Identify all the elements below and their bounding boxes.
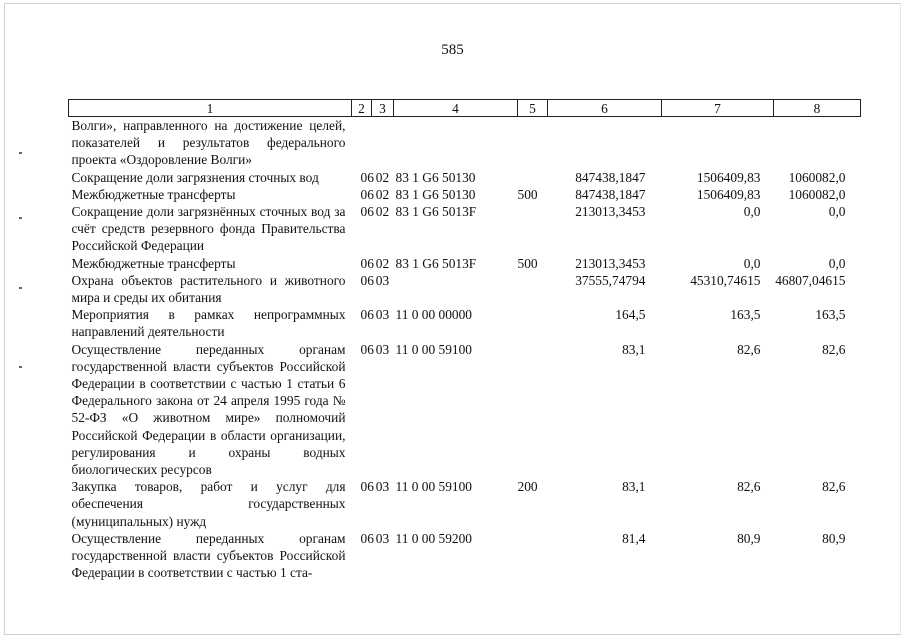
cell-target-article: 11 0 00 00000 — [395, 307, 472, 323]
cell-amount-col8: 82,6 — [822, 341, 846, 357]
cell-section: 06 — [360, 186, 374, 202]
table-row — [69, 117, 861, 169]
scan-mark — [19, 217, 22, 219]
header-col-7: 7 — [662, 100, 774, 117]
cell-expense-type: 200 — [517, 479, 538, 495]
cell-target-article: 11 0 00 59200 — [395, 530, 472, 546]
cell-name: Сокращение доли загрязнённых сточных вод за счёт средств резервного фонда Правительства Российской Федерации — [71, 204, 346, 254]
cell-target-article: 83 1 G6 50130 — [395, 186, 476, 202]
cell-target-article — [394, 272, 518, 306]
cell-expense-type — [518, 169, 548, 186]
table-row — [69, 341, 861, 479]
cell-amount-col8: 1060082,0 — [788, 186, 846, 202]
cell-amount-col7: 163,5 — [730, 307, 761, 323]
cell-subsection: 03 — [375, 272, 390, 288]
cell-name: Сокращение доли загрязнения сточных вод — [71, 169, 319, 185]
table-row — [69, 530, 861, 582]
cell-expense-type — [518, 341, 548, 479]
cell-expense-type — [518, 117, 548, 169]
cell-subsection: 03 — [375, 307, 390, 323]
cell-name: Охрана объектов растительного и животного мира и среды их обитания — [71, 272, 346, 306]
cell-section: 06 — [360, 204, 374, 220]
cell-name: Закупка товаров, работ и услуг для обеспечения государственных (муниципальных) нужд — [71, 479, 346, 529]
header-col-8: 8 — [774, 100, 861, 117]
header-col-4: 4 — [394, 100, 518, 117]
budget-table — [68, 99, 861, 581]
header-col-5: 5 — [518, 100, 548, 117]
cell-amount-col6: 81,4 — [622, 530, 646, 546]
cell-name: Межбюджетные трансферты — [71, 186, 236, 202]
cell-amount-col6: 213013,3453 — [575, 204, 646, 220]
cell-subsection: 02 — [375, 169, 390, 185]
table-row — [69, 255, 861, 272]
header-row — [69, 100, 861, 117]
cell-target-article: 83 1 G6 5013F — [395, 204, 477, 220]
table-header — [69, 100, 861, 117]
cell-section: 06 — [360, 307, 374, 323]
cell-section: 06 — [360, 272, 374, 288]
cell-section — [352, 117, 372, 169]
cell-amount-col6: 164,5 — [615, 307, 646, 323]
cell-amount-col6 — [548, 117, 662, 169]
cell-amount-col6: 847438,1847 — [575, 169, 646, 185]
table-row — [69, 203, 861, 255]
cell-expense-type — [518, 203, 548, 255]
header-col-6: 6 — [548, 100, 662, 117]
cell-amount-col8: 0,0 — [828, 255, 846, 271]
cell-name: Мероприятия в рамках непрограммных направлений деятельности — [71, 307, 346, 340]
cell-name: Осуществление переданных органам государственной власти субъектов Российской Федерации в соответствии с частью 1 ста- — [71, 530, 346, 581]
cell-subsection: 03 — [375, 530, 390, 546]
cell-target-article: 11 0 00 59100 — [395, 341, 472, 357]
cell-amount-col8: 82,6 — [822, 479, 846, 495]
cell-amount-col8: 46807,04615 — [775, 272, 846, 288]
cell-name: Межбюджетные трансферты — [71, 255, 236, 271]
header-col-1: 1 — [69, 100, 352, 117]
cell-amount-col7: 1506409,83 — [696, 169, 761, 185]
scan-mark — [19, 287, 22, 289]
cell-amount-col8: 163,5 — [815, 307, 846, 323]
cell-amount-col7: 80,9 — [737, 530, 761, 546]
cell-section: 06 — [360, 341, 374, 357]
cell-amount-col8: 80,9 — [822, 530, 846, 546]
cell-amount-col6: 83,1 — [622, 479, 646, 495]
cell-subsection: 02 — [375, 204, 390, 220]
document-page — [4, 3, 901, 635]
cell-expense-type — [518, 306, 548, 340]
scan-mark — [19, 366, 22, 368]
cell-target-article: 83 1 G6 50130 — [395, 169, 476, 185]
scan-mark — [19, 152, 22, 154]
cell-target-article: 83 1 G6 5013F — [395, 255, 477, 271]
cell-amount-col7: 1506409,83 — [696, 186, 761, 202]
cell-target-article: 11 0 00 59100 — [395, 479, 472, 495]
cell-section: 06 — [360, 169, 374, 185]
cell-amount-col7: 0,0 — [743, 204, 761, 220]
cell-section: 06 — [360, 255, 374, 271]
header-col-2: 2 — [352, 100, 372, 117]
cell-subsection: 03 — [375, 479, 390, 495]
table-row — [69, 186, 861, 203]
cell-name: Волги», направленного на достижение целей, показателей и результатов федерального проекта «Оздоровление Волги» — [71, 118, 346, 168]
cell-amount-col7: 82,6 — [737, 479, 761, 495]
cell-amount-col8: 0,0 — [828, 204, 846, 220]
cell-expense-type — [518, 272, 548, 306]
cell-subsection — [372, 117, 394, 169]
page-number: 585 — [441, 42, 464, 58]
cell-amount-col7: 45310,74615 — [690, 272, 761, 288]
table-row — [69, 306, 861, 340]
cell-subsection: 03 — [375, 341, 390, 357]
cell-amount-col7: 82,6 — [737, 341, 761, 357]
table-row — [69, 169, 861, 186]
table-row — [69, 272, 861, 306]
cell-expense-type: 500 — [517, 255, 538, 271]
cell-amount-col6: 37555,74794 — [575, 272, 646, 288]
cell-section: 06 — [360, 479, 374, 495]
cell-expense-type: 500 — [517, 186, 538, 202]
table-row — [69, 478, 861, 530]
cell-amount-col6: 213013,3453 — [575, 255, 646, 271]
cell-subsection: 02 — [375, 255, 390, 271]
cell-name: Осуществление переданных органам государственной власти субъектов Российской Федерации в соответствии с частью 1 статьи 6 Федерального закона от 24 апреля 1995 года № 52-ФЗ «О животном мире» полномочий Российской Федерации в области организации, регулирования и охраны водных биологических ресурсов — [71, 341, 346, 478]
cell-subsection: 02 — [375, 186, 390, 202]
cell-amount-col7 — [662, 117, 774, 169]
table-body — [69, 117, 861, 582]
cell-target-article — [394, 117, 518, 169]
cell-amount-col8: 1060082,0 — [788, 169, 846, 185]
cell-amount-col8 — [774, 117, 861, 169]
cell-expense-type — [518, 530, 548, 582]
header-col-3: 3 — [372, 100, 394, 117]
cell-section: 06 — [360, 530, 374, 546]
cell-amount-col6: 83,1 — [622, 341, 646, 357]
cell-amount-col7: 0,0 — [743, 255, 761, 271]
cell-amount-col6: 847438,1847 — [575, 186, 646, 202]
